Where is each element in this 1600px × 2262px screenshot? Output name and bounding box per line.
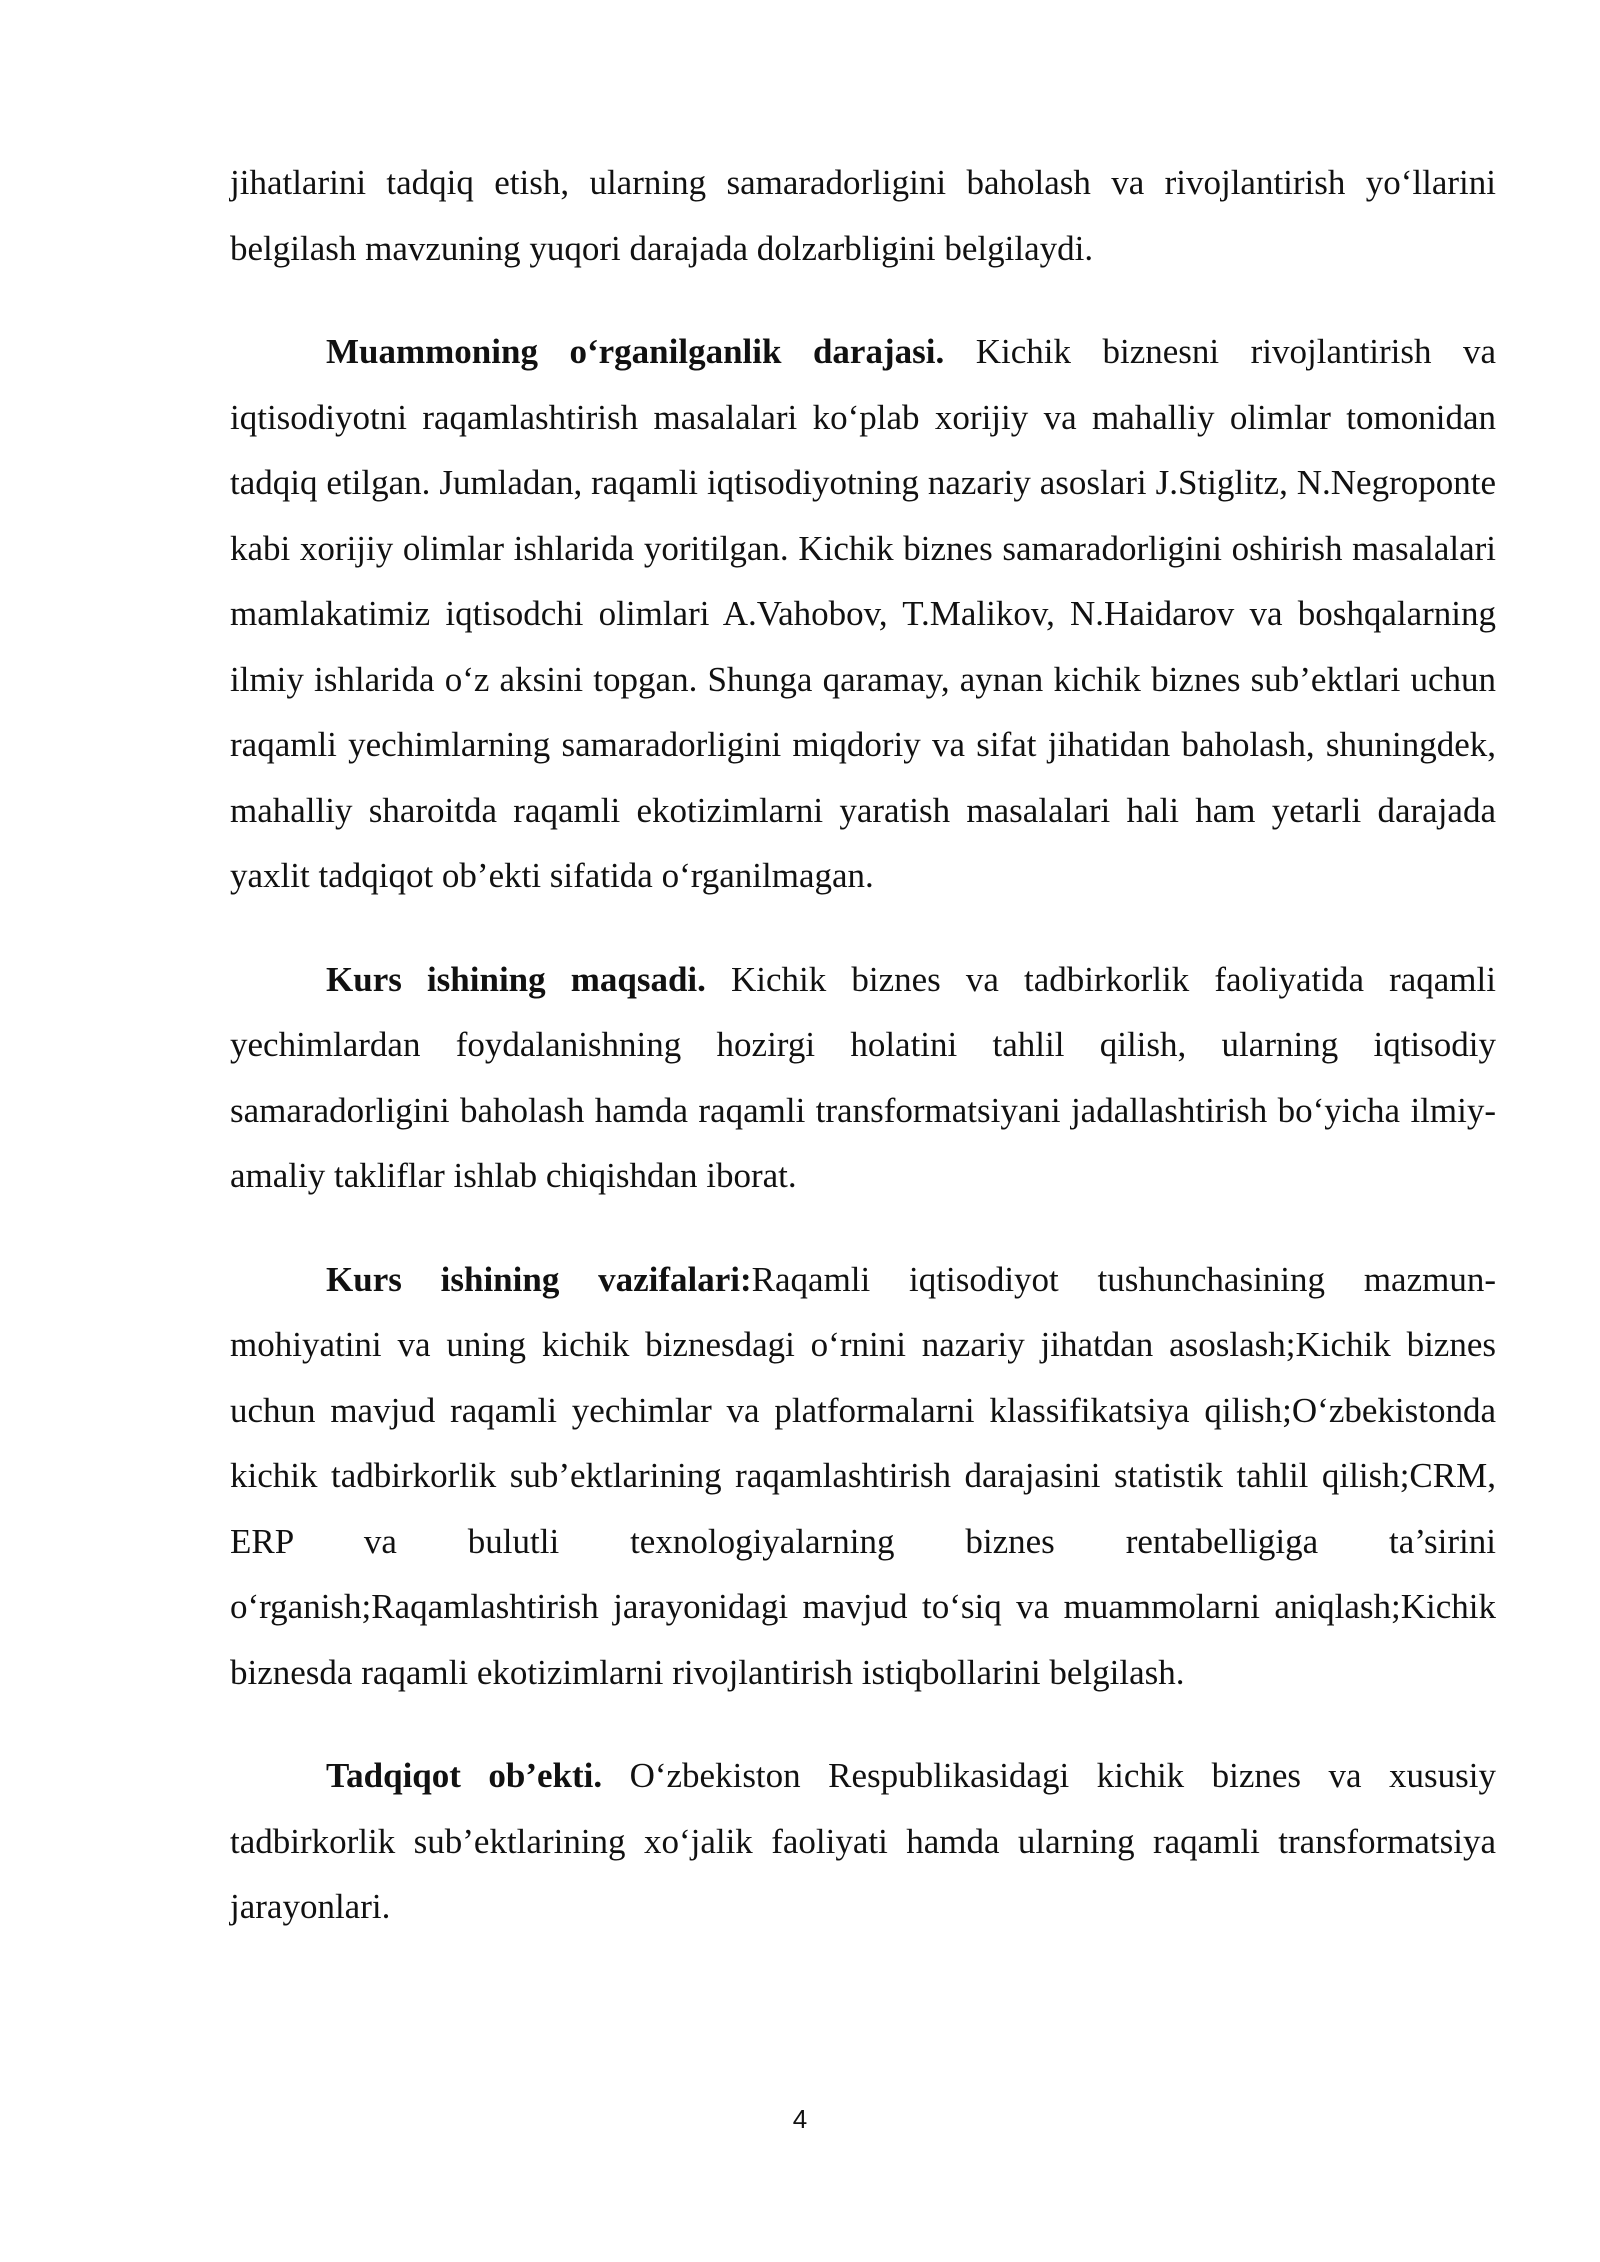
paragraph-continuation (230, 150, 1496, 281)
paragraph-body: jihatlarini tadqiq etish, ularning samaradorligini baholash va rivojlantirish yo‘llarini belgilash mavzuning yuqori darajada dolzarbligini belgilaydi. (230, 163, 1496, 268)
paragraph-body: Raqamli iqtisodiyot tushunchasining mazmun-mohiyatini va uning kichik biznesdagi o‘rnini nazariy jihatdan asoslash;Kichik biznes uchun mavjud raqamli yechimlar va platformalarni klassifikatsiya qilish;O‘zbekistonda kichik tadbirkorlik sub’ektlarining raqamlashtirish darajasini statistik tahlil qilish;CRM, ERP va bulutli texnologiyalarning biznes rentabelligiga ta’sirini o‘rganish;Raqamlashtirish jarayonidagi mavjud to‘siq va muammolarni aniqlash;Kichik biznesda raqamli ekotizimlarni rivojlantirish istiqbollarini belgilash. (230, 1259, 1496, 1692)
paragraph-research-object (230, 1743, 1496, 1940)
paragraph-heading: Kurs ishining vazifalari: (326, 1259, 752, 1299)
paragraph-heading: Muammoning o‘rganilganlik darajasi. (326, 332, 945, 371)
paragraph-goal (230, 947, 1496, 1209)
paragraph-tasks (230, 1247, 1496, 1706)
paragraph-body: O‘zbekiston Respublikasidagi kichik biznes va xususiy tadbirkorlik sub’ektlarining xo‘jalik faoliyati hamda ularning raqamli transformatsiya jarayonlari. (230, 1756, 1496, 1926)
paragraph-body: Kichik biznesni rivojlantirish va iqtisodiyotni raqamlashtirish masalalari ko‘plab xorijiy va mahalliy olimlar tomonidan tadqiq etilgan. Jumladan, raqamli iqtisodiyotning nazariy asoslari J.Stiglitz, N.Negroponte kabi xorijiy olimlar ishlarida yoritilgan. Kichik biznes samaradorligini oshirish masalalari mamlakatimiz iqtisodchi olimlari A.Vahobov, T.Malikov, N.Haidarov va boshqalarning ilmiy ishlarida o‘z aksini topgan. Shunga qaramay, aynan kichik biznes sub’ektlari uchun raqamli yechimlarning samaradorligini miqdoriy va sifat jihatidan baholash, shuningdek, mahalliy sharoitda raqamli ekotizimlarni yaratish masalalari hali ham yetarli darajada yaxlit tadqiqot ob’ekti sifatida o‘rganilmagan. (230, 332, 1496, 895)
paragraph-heading: Kurs ishining maqsadi. (326, 959, 706, 999)
paragraph-heading: Tadqiqot ob’ekti. (326, 1756, 603, 1795)
page-number: 4 (792, 2104, 808, 2134)
paragraph-research-extent (230, 319, 1496, 909)
paragraph-body: Kichik biznes va tadbirkorlik faoliyatida raqamli yechimlardan foydalanishning hozirgi holatini tahlil qilish, ularning iqtisodiy samaradorligini baholash hamda raqamli transformatsiyani jadallashtirish bo‘yicha ilmiy-amaliy takliflar ishlab chiqishdan iborat. (230, 959, 1496, 1195)
